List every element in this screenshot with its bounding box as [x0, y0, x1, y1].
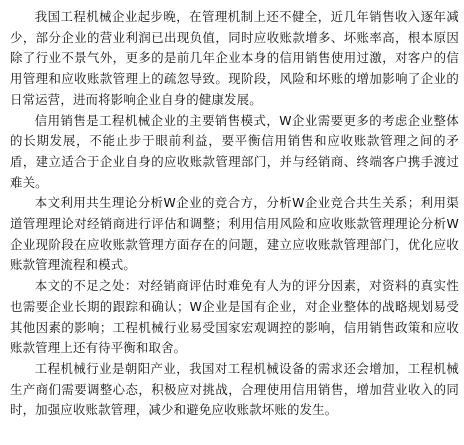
paragraph-credit-sales: 信用销售是工程机械企业的主要销售模式，W企业需要更多的考虑企业整体的长期发展，不能止步于眼前利益，要平衡信用销售和应收账款管理之间的矛盾，建立适合于企业自身的应收账款管理部门，并与经销商、终端客户携手渡过难关。 [10, 112, 459, 190]
paragraph-limitations: 本文的不足之处：对经销商评估时难免有人为的评分因素，对资料的真实性也需要企业长期的跟踪和确认；W企业是国有企业，对企业整体的战略规划易受其他因素的影响；工程机械行业易受国家宏观调控的影响，信用销售政策和应收账款管理上还有待平衡和取舍。 [10, 278, 459, 356]
paragraph-industry-background: 我国工程机械企业起步晚，在管理机制上还不健全，近几年销售收入逐年减少，部分企业的营业利润已出现负值，同时应收账款增多、坏账率高，根本原因除了行业不景气外，更多的是前几年企业本身的信用销售使用过激，对客户的信用管理和应收账款管理上的疏忽导致。现阶段，风险和坏账的增加影响了企业的日常运营，进而将影响企业自身的健康发展。 [10, 9, 459, 107]
paragraph-outlook: 工程机械行业是朝阳产业，我国对工程机械设备的需求还会增加，工程机械生产商们需要调整心态，积极应对挑战，合理使用信用销售，增加营业收入的同时，加强应收账款管理，减少和避免应收账款坏账的发生。 [10, 360, 459, 418]
paragraph-methodology: 本文利用共生理论分析W企业的竞合方，分析W企业竞合共生关系；利用渠道管理理论对经销商进行评估和调整；利用信用风险和应收账款管理理论分析W企业现阶段在应收账款管理方面存在的问题，建立应收账款管理部门，优化应收账款管理流程和模式。 [10, 195, 459, 273]
